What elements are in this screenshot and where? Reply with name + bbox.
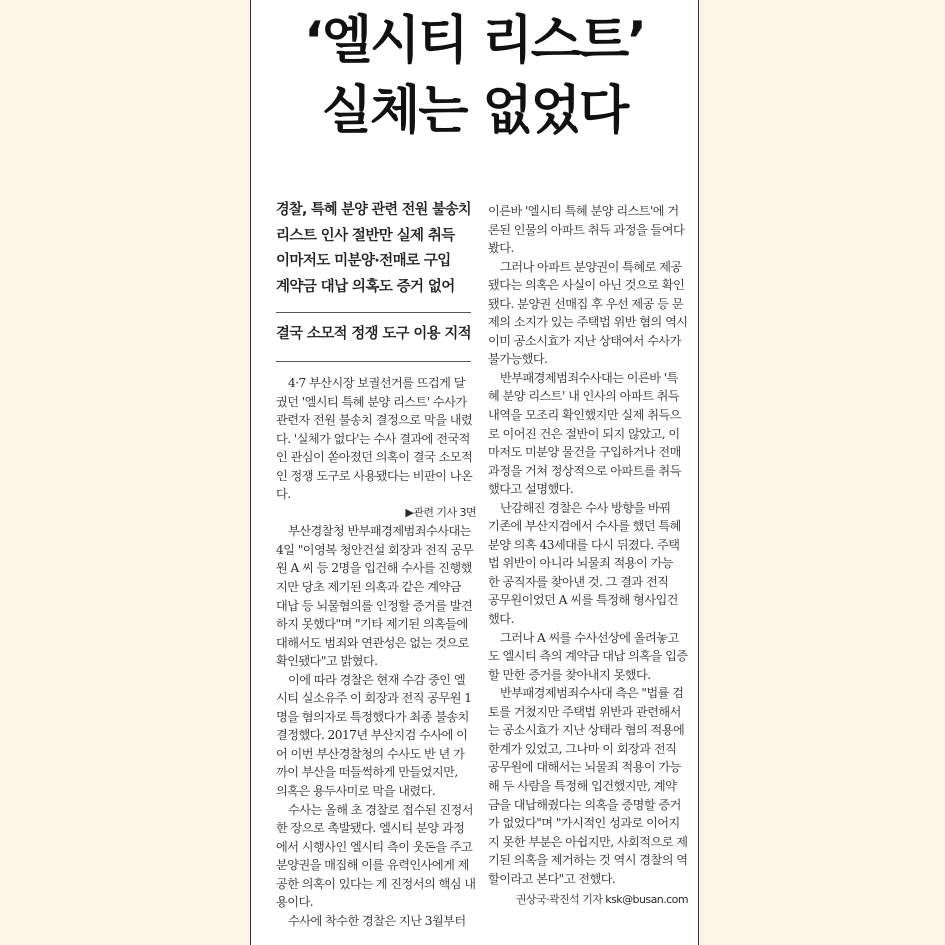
body-line: 토를 거쳤지만 주택법 위반과 관련해서 [488,704,681,719]
subhead-line: 이마저도 미분양·전매로 구입 [276,253,451,269]
subhead-line: 계약금 대납 의혹도 증거 없어 [276,278,455,295]
body-line: 도 엘시티 측의 계약금 대납 의혹을 입증 [488,649,688,664]
body-line: 대해서도 범죄와 연관성은 없는 것으로 [276,635,469,650]
body-line: 분양 의혹 43세대를 다시 뒤졌다. 주택 [488,537,680,552]
subheads [276,198,471,362]
body-line: 지만 당초 제기된 의혹과 같은 계약금 [276,580,461,595]
body-line: 인 정쟁 도구로 사용됐다는 비판이 나온 [276,468,473,483]
body-line: 할이라고 본다"고 전했다. [488,871,616,886]
body-line: 마저도 미분양 물건을 구입하거나 전매 [488,445,681,460]
body-line: 공무원이었던 A 씨를 특정해 형사입건 [488,593,678,608]
body-line: 기존에 부산지검에서 수사를 했던 특혜 [488,519,681,534]
body-line: 봤다. [488,241,514,256]
body-line: 한 장으로 촉발됐다. 엘시티 분양 과정 [276,821,465,836]
body-line: 공무원에 대해서는 뇌물죄 적용이 가능 [488,760,681,775]
body-line: 과정을 거쳐 정상적으로 아파트를 취득 [488,463,681,478]
body-line: 공한 의혹이 있다는 게 진정서의 핵심 내 [276,876,476,891]
body-line: 의혹은 용두사미로 막을 내렸다. [276,784,436,799]
body-line: 는 공소시효가 지난 상태라 혐의 적용에 [488,723,685,738]
body-line: 난감해진 경찰은 수사 방향을 바꿔 [500,500,671,515]
body-line: 분양권을 매집해 이를 유력인사에게 제 [276,858,469,873]
body-line: 해 두 사람을 특정해 입건했지만, 계약 [488,778,677,793]
secondary-subhead: 결국 소모적 정쟁 도구 이용 지적 [276,326,471,342]
related-article-ref: ▶관련 기사 3면 [405,505,476,519]
body-line: 수사는 올해 초 경찰로 접수된 진정서 [288,802,473,817]
body-column-right [488,202,688,910]
body-line: 그러나 아파트 분양권이 특혜로 제공 [500,259,682,274]
body-line: 4일 "이영복 청안건설 회장과 전직 공무 [276,542,474,557]
body-line: 반부패경제범죄수사대 측은 "법률 검 [500,686,684,701]
body-line: 까이 부산을 떠들썩하게 만들었지만, [276,765,458,780]
body-line: 원 A 씨 등 2명을 입건해 수사를 진행했 [276,561,472,576]
body-line: 대납 등 뇌물혐의를 인정할 증거를 발견 [276,598,473,613]
body-line: 궜던 '엘시티 특혜 분양 리스트' 수사가 [276,394,467,409]
body-line: 다. '실체가 없다'는 수사 결과에 전국적 [276,431,470,446]
body-line: 됐다. 분양권 선매집 후 우선 제공 등 문 [488,296,683,311]
body-line: 한계가 있었고, 그나마 이 회장과 전직 [488,741,677,756]
body-line: 할 만한 증거를 찾아내지 못했다. [488,667,651,682]
body-line: 가 없었다"며 "가시적인 성과로 이어지 [488,816,680,831]
body-line: 법 위반이 아니라 뇌물죄 적용이 가능 [488,556,673,571]
body-line: 했다고 설명했다. [488,482,574,497]
body-line: 지 못한 부분은 아쉽지만, 사회적으로 제 [488,834,688,849]
body-line: 이에 따라 경찰은 현재 수감 중인 엘 [288,672,466,687]
body-line: 됐다는 의혹은 사실이 아닌 것으로 확인 [488,278,685,293]
body-line: 이미 공소시효가 지난 상태여서 수사가 [488,333,681,348]
body-line: 불가능했다. [488,352,548,367]
body-line: 기된 의혹을 제거하는 것 역시 경찰의 역 [488,853,688,868]
body-line: 하지 못했다"며 "기타 제기된 의혹들에 [276,617,468,632]
body-line: 시티 실소유주 이 회장과 전직 공무원 1 [276,691,472,706]
body-column-left [276,374,476,930]
body-line: 관련자 전원 불송치 결정으로 막을 내렸 [276,413,473,428]
body-line: 수사에 착수한 경찰은 지난 3월부터 [288,913,466,928]
body-line: 4·7 부산시장 보궐선거를 뜨겁게 달 [288,376,465,390]
body-line: 용이다. [276,895,313,910]
subhead-divider [276,361,471,362]
body-line: 로 이어진 건은 절반이 되지 않았고, 이 [488,426,680,441]
body-line: 어 이번 부산경찰청의 수사도 반 년 가 [276,746,465,761]
body-line: 론된 인물의 아파트 취득 과정을 들여다 [488,222,685,237]
body-line: 다. [276,487,291,502]
body-line: 에서 시행사인 엘시티 측이 웃돈을 주고 [276,839,473,854]
headline-line-2: 실체는 없었다 [321,81,628,141]
body-line: 혜 분양 리스트' 내 인사의 아파트 취득 [488,389,680,404]
byline: 권상국·곽진석 기자 ksk@busan.com [515,893,688,907]
headline [251,6,698,146]
body-line: 부산경찰청 반부패경제범죄수사대는 [288,524,471,539]
newspaper-page [250,0,699,945]
body-line: 반부패경제범죄수사대는 이른바 '특 [500,370,678,385]
body-line: 한 공직자를 찾아낸 것. 그 결과 전직 [488,574,669,589]
body-line: 금을 대납해줬다는 의혹을 증명할 증거 [488,797,681,812]
body-line: 결정했다. 2017년 부산지검 수사에 이 [276,728,468,743]
subhead-divider [276,312,471,313]
body-line: 명을 혐의자로 특정했다가 최종 불송치 [276,709,469,724]
body-line: 확인됐다"고 밝혔다. [276,654,378,669]
body-line: 인 관심이 쏟아졌던 의혹이 결국 소모적 [276,450,473,465]
subhead-line: 경찰, 특혜 분양 관련 전원 불송치 [276,202,471,218]
subhead-line: 리스트 인사 절반만 실제 취득 [276,227,455,244]
body-line: 제의 소지가 있는 주택법 위반 혐의 역시 [488,315,688,330]
body-line: 내역을 모조리 확인했지만 실제 취득으 [488,408,681,423]
headline-line-1: ‘엘시티 리스트’ [303,11,645,71]
body-line: 했다. [488,612,514,627]
body-line: 그러나 A 씨를 수사선상에 올려놓고 [500,630,679,645]
body-line: 이른바 '엘시티 특혜 분양 리스트'에 거 [488,204,679,218]
